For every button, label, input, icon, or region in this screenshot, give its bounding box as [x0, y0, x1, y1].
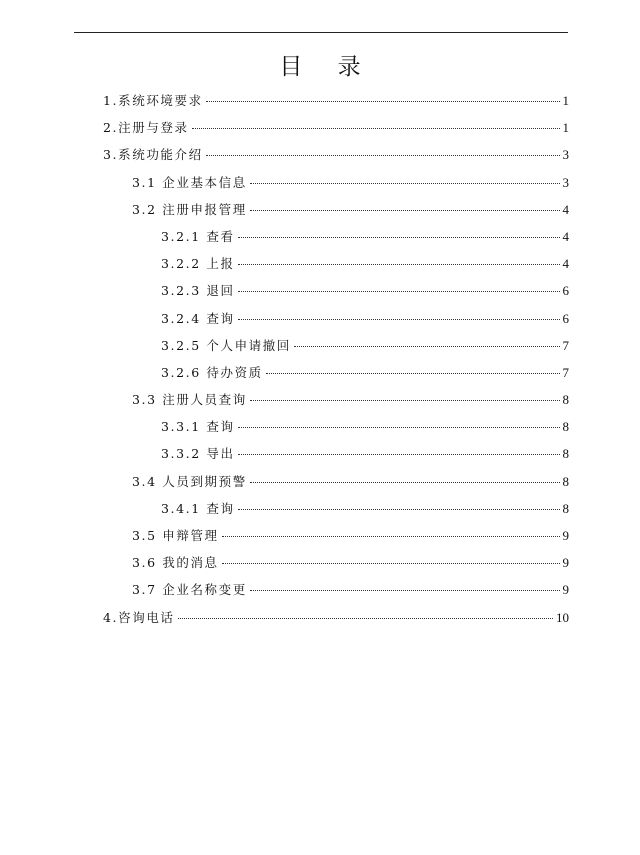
dot-leader: [250, 400, 560, 401]
toc-entry[interactable]: [103, 495, 569, 522]
dot-leader: [192, 128, 560, 129]
toc-entry[interactable]: [103, 250, 569, 277]
toc-page-number: 10: [556, 609, 569, 625]
dot-leader: [238, 237, 560, 238]
toc-page-number: 7: [562, 337, 569, 353]
toc-entry-label: 3.5 申辩管理: [132, 528, 219, 543]
toc-entry[interactable]: [103, 604, 569, 631]
toc-entry-label: 3.2.4 查询: [161, 310, 235, 326]
toc-entry-label: 3.1 企业基本信息: [132, 174, 247, 190]
toc-entry[interactable]: [103, 114, 569, 141]
toc-entry-label: 1.系统环境要求: [103, 93, 203, 108]
toc-entry[interactable]: [103, 87, 569, 114]
toc-entry-label: 3.4 人员到期预警: [132, 473, 247, 489]
toc-page-number: 8: [562, 473, 569, 489]
dot-leader: [178, 618, 553, 619]
toc-entry[interactable]: [103, 440, 569, 467]
toc-entry-label: 3.3.1 查询: [161, 419, 235, 435]
toc-page-number: 3: [562, 147, 569, 163]
toc-title: 目 录: [279, 54, 375, 80]
toc-page-number: 8: [562, 446, 569, 462]
toc-entry[interactable]: [103, 359, 569, 386]
dot-leader: [238, 509, 560, 510]
toc-entry[interactable]: [103, 223, 569, 250]
table-of-contents: [103, 87, 569, 631]
toc-entry[interactable]: [103, 576, 569, 603]
dot-leader: [266, 373, 560, 374]
toc-page-number: 4: [562, 256, 569, 272]
dot-leader: [250, 482, 560, 483]
dot-leader: [222, 536, 560, 537]
toc-entry[interactable]: [103, 169, 569, 196]
toc-entry-label: 3.4.1 查询: [161, 500, 235, 516]
dot-leader: [206, 101, 560, 102]
toc-entry[interactable]: [103, 196, 569, 223]
header-rule: [74, 32, 568, 33]
toc-page-number: 6: [562, 283, 569, 299]
toc-page-number: 4: [562, 228, 569, 244]
toc-entry[interactable]: [103, 386, 569, 413]
toc-entry-label: 3.2.2 上报: [161, 256, 235, 272]
toc-entry-label: 3.7 企业名称变更: [132, 582, 247, 598]
toc-page-number: 9: [562, 528, 569, 543]
toc-entry-label: 3.2 注册申报管理: [132, 201, 247, 217]
toc-page-number: 3: [562, 174, 569, 190]
toc-page-number: 7: [562, 364, 569, 380]
dot-leader: [238, 319, 560, 320]
toc-page-number: 6: [562, 310, 569, 326]
toc-entry[interactable]: [103, 141, 569, 168]
toc-page-number: 4: [562, 201, 569, 217]
toc-entry-label: 3.3 注册人员查询: [132, 392, 247, 408]
toc-page-number: 8: [562, 419, 569, 435]
toc-page-number: 9: [562, 555, 569, 571]
toc-entry[interactable]: [103, 277, 569, 304]
toc-entry-label: 3.2.6 待办资质: [161, 364, 263, 380]
toc-entry-label: 3.3.2 导出: [161, 446, 235, 462]
toc-entry-label: 3.2.1 查看: [161, 228, 235, 244]
dot-leader: [238, 454, 560, 455]
dot-leader: [250, 210, 560, 211]
toc-entry-label: 4.咨询电话: [103, 609, 175, 625]
toc-page-number: 9: [562, 582, 569, 598]
toc-entry[interactable]: [103, 468, 569, 495]
dot-leader: [250, 183, 560, 184]
toc-entry[interactable]: [103, 522, 569, 549]
toc-entry-label: 3.2.5 个人申请撤回: [161, 337, 291, 353]
toc-page-number: 1: [562, 120, 569, 136]
dot-leader: [238, 264, 560, 265]
toc-entry-label: 2.注册与登录: [103, 120, 189, 136]
dot-leader: [250, 590, 560, 591]
toc-entry-label: 3.6 我的消息: [132, 555, 219, 571]
toc-entry-label: 3.2.3 退回: [161, 283, 235, 299]
toc-entry[interactable]: [103, 413, 569, 440]
dot-leader: [206, 155, 560, 156]
dot-leader: [238, 427, 560, 428]
dot-leader: [222, 563, 560, 564]
toc-entry-label: 3.系统功能介绍: [103, 147, 203, 163]
toc-page-number: 1: [562, 93, 569, 108]
toc-entry[interactable]: [103, 549, 569, 576]
toc-entry[interactable]: [103, 305, 569, 332]
toc-page-number: 8: [562, 392, 569, 408]
toc-entry[interactable]: [103, 332, 569, 359]
dot-leader: [238, 291, 560, 292]
dot-leader: [294, 346, 560, 347]
toc-page-number: 8: [562, 500, 569, 516]
